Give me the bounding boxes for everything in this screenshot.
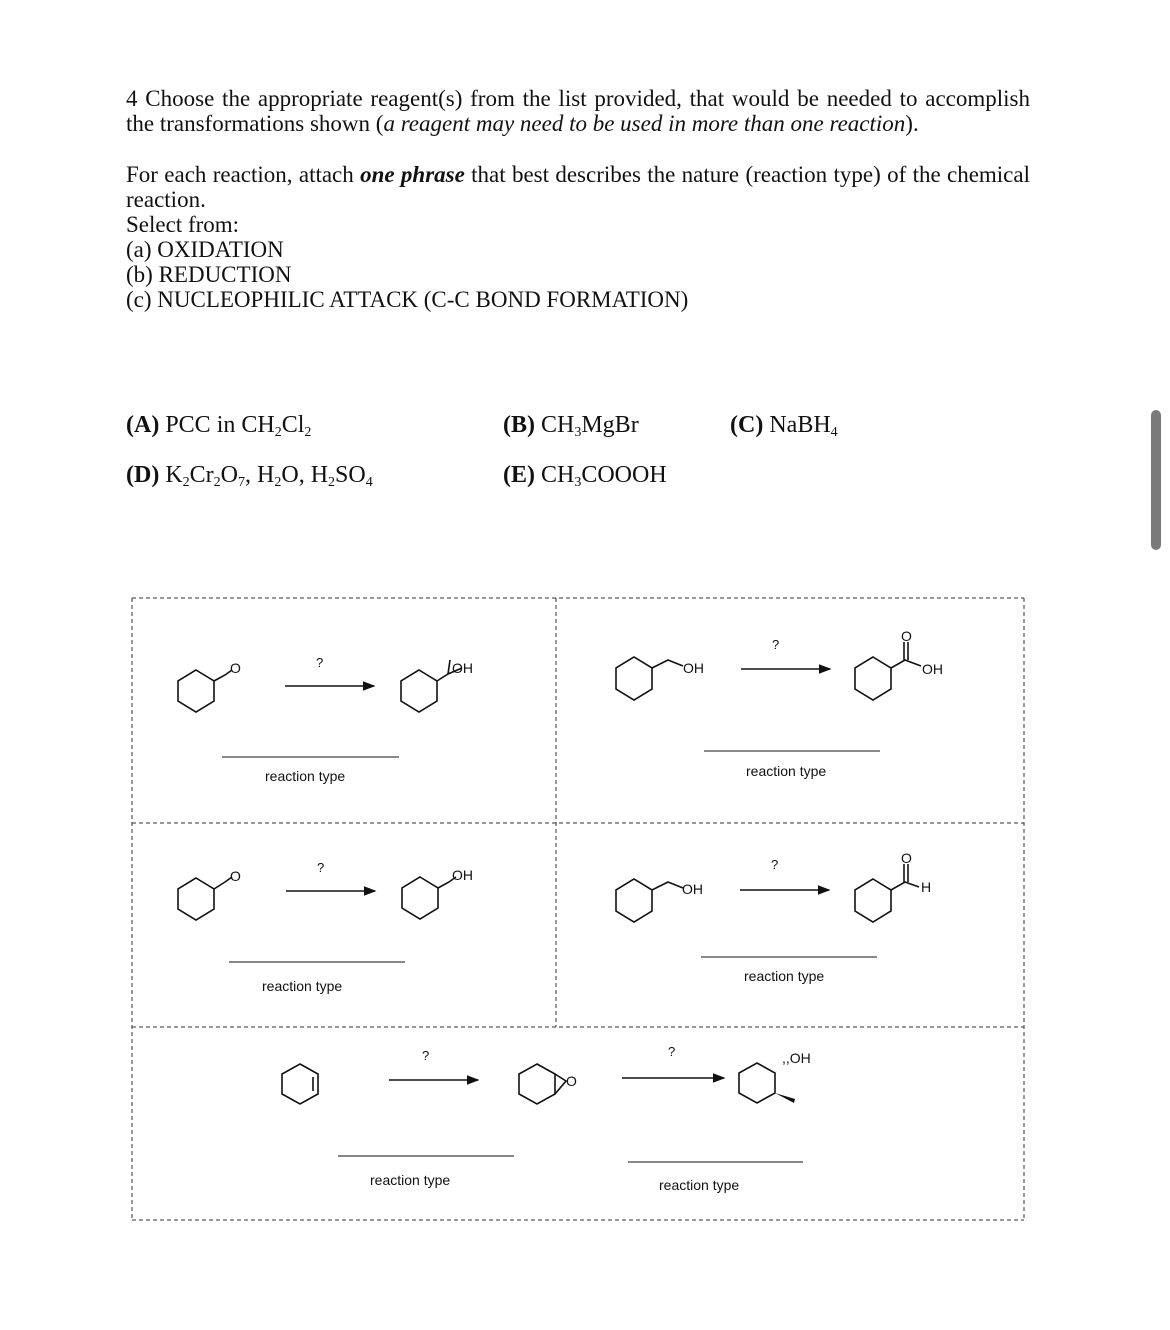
atom-label-o: O [230,660,241,676]
question-mark: ? [317,860,325,875]
select-from-label: Select from: [126,212,240,237]
question-mark: ? [422,1048,430,1063]
cyclohexane-ring [616,879,652,922]
reaction-type-label: reaction type [370,1172,451,1188]
option-nucleophilic-attack: (c) NUCLEOPHILIC ATTACK (C-C BOND FORMATION) [126,287,689,312]
cyclohexane-ring [616,657,652,700]
question-mark: ? [316,655,324,670]
cyclohexane-ring [855,879,891,922]
atom-label-oh: OH [922,661,943,677]
atom-label-stereo-oh: ,,OH [782,1050,811,1066]
question-paragraph-1: 4 Choose the appropriate reagent(s) from the list provided, that would be needed to accomplish the transformations shown (a reagent may need to be used in more than one reaction). [126,86,1030,136]
epoxide-ring [519,1064,555,1104]
atom-label-oh: OH [452,660,473,676]
wedge-bond [775,1093,795,1103]
alcohol-chain [652,882,683,890]
acid-chain [891,660,921,668]
question-mark: ? [772,637,780,652]
cyclohexane-ring [401,670,437,712]
cyclohexane-ring [178,878,214,920]
reaction-type-label: reaction type [265,768,346,784]
reaction-type-label: reaction type [262,978,343,994]
atom-label-o: O [566,1073,577,1089]
question-paragraph-2: For each reaction, attach one phrase that best describes the nature (reaction type) of the chemical reaction. [126,162,1030,212]
cyclohexane-ring [855,657,891,700]
atom-label-o: O [901,850,912,866]
option-reduction: (b) REDUCTION [126,262,292,287]
atom-label-o: O [901,628,912,644]
atom-label-oh: OH [452,867,473,883]
epoxide-bridge [555,1074,566,1094]
atom-label-h: H [921,879,932,895]
reaction-type-label: reaction type [659,1177,740,1193]
atom-label-oh: OH [683,660,704,676]
cyclohexane-ring [178,670,214,712]
reagent-d: (D) $K_2Cr_2O_7$, $H_2O$, $H_2SO_4$ [126,462,373,490]
reagent-c: (C) NaBH$_4$ [730,412,838,440]
reagent-e: (E) $CH_3COOOH$ [503,462,667,490]
cyclohexane-ring [739,1063,775,1103]
reagent-a: (A) PCC in $CH_2Cl_2$ [126,412,312,440]
cyclohexane-ring [402,877,438,919]
question-mark: ? [668,1044,676,1059]
atom-label-o: O [230,868,241,884]
reaction-type-label: reaction type [744,968,825,984]
aldehyde-chain [891,882,919,890]
alcohol-chain [652,660,683,668]
reagent-b: (B) $CH_3MgBr$ [503,412,639,440]
reaction-type-label: reaction type [746,763,827,779]
option-oxidation: (a) OXIDATION [126,237,284,262]
methyl-branch [448,660,450,674]
question-mark: ? [771,857,779,872]
atom-label-oh: OH [682,881,703,897]
